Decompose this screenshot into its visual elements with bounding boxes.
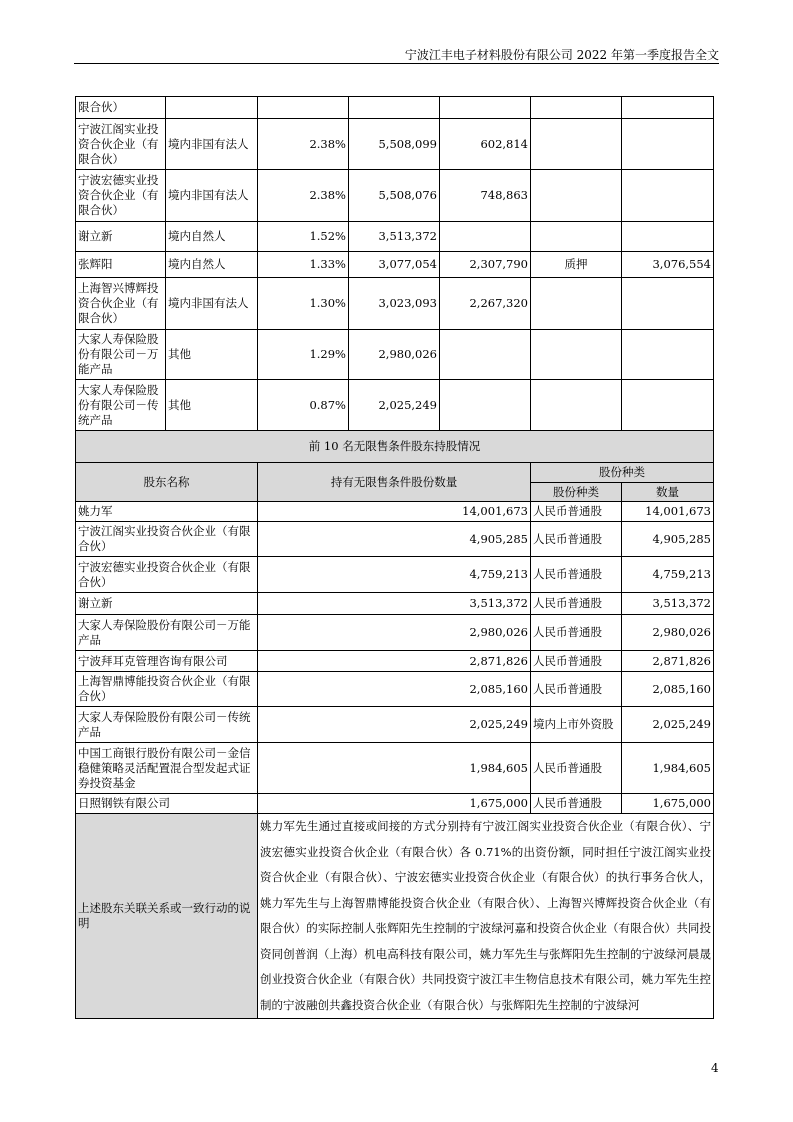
unrestricted-rows <box>76 502 714 814</box>
holder-nature <box>166 97 258 119</box>
shareholder-table <box>75 96 714 1019</box>
unrestricted-name: 宁波宏德实业投资合伙企业（有限合伙） <box>76 557 258 593</box>
unrestricted-type: 人民币普通股 <box>531 615 622 651</box>
holder-pct: 2.38% <box>258 170 349 222</box>
unrestricted-count: 1,984,605 <box>622 743 714 794</box>
unrestricted-count: 2,085,160 <box>622 672 714 707</box>
holder-pct: 1.30% <box>258 278 349 330</box>
holder-row <box>76 170 714 222</box>
unrestricted-row <box>76 743 714 794</box>
holder-row <box>76 380 714 431</box>
unrestricted-count: 3,513,372 <box>622 593 714 615</box>
top10-holders <box>76 97 714 431</box>
header-rule <box>74 63 719 64</box>
holder-pct: 0.87% <box>258 380 349 431</box>
holder-pct: 1.33% <box>258 252 349 278</box>
unrestricted-qty: 2,085,160 <box>258 672 531 707</box>
col-header-name: 股东名称 <box>76 463 258 502</box>
unrestricted-name: 谢立新 <box>76 593 258 615</box>
holder-restricted: 748,863 <box>440 170 531 222</box>
relation-text: 姚力军先生通过直接或间接的方式分别持有宁波江阁实业投资合伙企业（有限合伙）、宁波宏德实业投资合伙企业（有限合伙）各 0.71%的出资份额，同时担任宁波江阁实业投资合伙企业（有限合伙）、宁波宏德实业投资合伙企业（有限合伙）的执行事务合伙人，姚力军先生与上海智鼎博能投资合伙企业（有限合伙）、上海智兴博辉投资合伙企业（有限合伙）的实际控制人张辉阳先生控制的宁波绿河嘉和投资合伙企业（有限合伙）共同投资同创普润（上海）机电高科技有限公司，姚力军先生与张辉阳先生控制的宁波绿河晨晟创业投资合伙企业（有限合伙）共同投资宁波江丰生物信息技术有限公司，姚力军先生控制的宁波融创共鑫投资合伙企业（有限合伙）与张辉阳先生控制的宁波绿河 <box>258 814 714 1019</box>
holder-pct: 2.38% <box>258 119 349 170</box>
unrestricted-name: 宁波拜耳克管理咨询有限公司 <box>76 651 258 672</box>
holder-pledge-status <box>531 380 622 431</box>
holder-name: 谢立新 <box>76 222 166 252</box>
holder-row <box>76 330 714 380</box>
unrestricted-count: 4,759,213 <box>622 557 714 593</box>
holder-pledge-status <box>531 97 622 119</box>
holder-restricted: 602,814 <box>440 119 531 170</box>
unrestricted-row <box>76 557 714 593</box>
holder-row <box>76 278 714 330</box>
holder-row <box>76 119 714 170</box>
unrestricted-count: 2,025,249 <box>622 707 714 743</box>
holder-pledge-qty <box>622 222 714 252</box>
holder-shares: 3,023,093 <box>349 278 440 330</box>
holder-nature: 其他 <box>166 380 258 431</box>
unrestricted-type: 人民币普通股 <box>531 557 622 593</box>
holder-name: 张辉阳 <box>76 252 166 278</box>
unrestricted-count: 14,001,673 <box>622 502 714 522</box>
holder-shares: 3,513,372 <box>349 222 440 252</box>
unrestricted-row <box>76 794 714 814</box>
relation-label: 上述股东关联关系或一致行动的说明 <box>76 814 258 1019</box>
holder-shares: 2,025,249 <box>349 380 440 431</box>
col-header-type: 股份种类 <box>531 483 622 502</box>
unrestricted-row <box>76 672 714 707</box>
holder-nature: 境内非国有法人 <box>166 119 258 170</box>
holder-pledge-status <box>531 222 622 252</box>
holder-pledge-qty <box>622 119 714 170</box>
unrestricted-qty: 4,759,213 <box>258 557 531 593</box>
holder-pledge-qty <box>622 330 714 380</box>
holder-name: 宁波宏德实业投资合伙企业（有限合伙） <box>76 170 166 222</box>
holder-name: 大家人寿保险股份有限公司－万能产品 <box>76 330 166 380</box>
unrestricted-qty: 2,871,826 <box>258 651 531 672</box>
holder-shares: 5,508,076 <box>349 170 440 222</box>
unrestricted-count: 2,980,026 <box>622 615 714 651</box>
holder-pledge-status <box>531 119 622 170</box>
col-header-qty: 持有无限售条件股份数量 <box>258 463 531 502</box>
holder-row <box>76 252 714 278</box>
holder-shares: 2,980,026 <box>349 330 440 380</box>
holder-nature: 境内自然人 <box>166 252 258 278</box>
holder-pct: 1.29% <box>258 330 349 380</box>
holder-nature: 境内非国有法人 <box>166 278 258 330</box>
holder-name: 限合伙） <box>76 97 166 119</box>
holder-name: 大家人寿保险股份有限公司－传统产品 <box>76 380 166 431</box>
unrestricted-name: 中国工商银行股份有限公司－金信稳健策略灵活配置混合型发起式证券投资基金 <box>76 743 258 794</box>
unrestricted-type: 境内上市外资股 <box>531 707 622 743</box>
unrestricted-type: 人民币普通股 <box>531 522 622 557</box>
col-header-count: 数量 <box>622 483 714 502</box>
holder-row <box>76 97 714 119</box>
holder-restricted <box>440 222 531 252</box>
unrestricted-row <box>76 707 714 743</box>
holder-row <box>76 222 714 252</box>
unrestricted-row <box>76 651 714 672</box>
holder-restricted <box>440 380 531 431</box>
unrestricted-row <box>76 522 714 557</box>
unrestricted-section <box>76 431 714 502</box>
unrestricted-qty: 2,980,026 <box>258 615 531 651</box>
unrestricted-qty: 1,984,605 <box>258 743 531 794</box>
holder-restricted <box>440 330 531 380</box>
holder-pct: 1.52% <box>258 222 349 252</box>
holder-pledge-status <box>531 330 622 380</box>
holder-nature: 境内自然人 <box>166 222 258 252</box>
unrestricted-qty: 1,675,000 <box>258 794 531 814</box>
unrestricted-qty: 3,513,372 <box>258 593 531 615</box>
relation-section <box>76 814 714 1019</box>
holder-name: 宁波江阁实业投资合伙企业（有限合伙） <box>76 119 166 170</box>
holder-pledge-qty <box>622 170 714 222</box>
unrestricted-qty: 2,025,249 <box>258 707 531 743</box>
unrestricted-count: 2,871,826 <box>622 651 714 672</box>
unrestricted-type: 人民币普通股 <box>531 794 622 814</box>
holder-restricted <box>440 97 531 119</box>
holder-shares: 5,508,099 <box>349 119 440 170</box>
holder-pledge-status: 质押 <box>531 252 622 278</box>
unrestricted-row <box>76 615 714 651</box>
unrestricted-type: 人民币普通股 <box>531 502 622 522</box>
unrestricted-name: 大家人寿保险股份有限公司－传统产品 <box>76 707 258 743</box>
unrestricted-name: 上海智鼎博能投资合伙企业（有限合伙） <box>76 672 258 707</box>
unrestricted-name: 姚力军 <box>76 502 258 522</box>
holder-pct <box>258 97 349 119</box>
unrestricted-name: 日照钢铁有限公司 <box>76 794 258 814</box>
col-header-type-group: 股份种类 <box>531 463 714 483</box>
unrestricted-type: 人民币普通股 <box>531 672 622 707</box>
unrestricted-type: 人民币普通股 <box>531 651 622 672</box>
page-header: 宁波江丰电子材料股份有限公司 2022 年第一季度报告全文 <box>404 48 719 62</box>
holder-nature: 境内非国有法人 <box>166 170 258 222</box>
unrestricted-name: 宁波江阁实业投资合伙企业（有限合伙） <box>76 522 258 557</box>
holder-pledge-status <box>531 278 622 330</box>
unrestricted-name: 大家人寿保险股份有限公司－万能产品 <box>76 615 258 651</box>
holder-shares <box>349 97 440 119</box>
holder-pledge-qty <box>622 380 714 431</box>
holder-nature: 其他 <box>166 330 258 380</box>
holder-restricted: 2,267,320 <box>440 278 531 330</box>
page-number: 4 <box>711 1061 719 1075</box>
unrestricted-row <box>76 593 714 615</box>
holder-restricted: 2,307,790 <box>440 252 531 278</box>
unrestricted-count: 4,905,285 <box>622 522 714 557</box>
section-title: 前 10 名无限售条件股东持股情况 <box>76 431 714 463</box>
holder-name: 上海智兴博辉投资合伙企业（有限合伙） <box>76 278 166 330</box>
holder-pledge-qty: 3,076,554 <box>622 252 714 278</box>
unrestricted-qty: 4,905,285 <box>258 522 531 557</box>
unrestricted-count: 1,675,000 <box>622 794 714 814</box>
unrestricted-type: 人民币普通股 <box>531 743 622 794</box>
unrestricted-qty: 14,001,673 <box>258 502 531 522</box>
holder-shares: 3,077,054 <box>349 252 440 278</box>
unrestricted-row <box>76 502 714 522</box>
holder-pledge-qty <box>622 97 714 119</box>
holder-pledge-status <box>531 170 622 222</box>
holder-pledge-qty <box>622 278 714 330</box>
unrestricted-type: 人民币普通股 <box>531 593 622 615</box>
